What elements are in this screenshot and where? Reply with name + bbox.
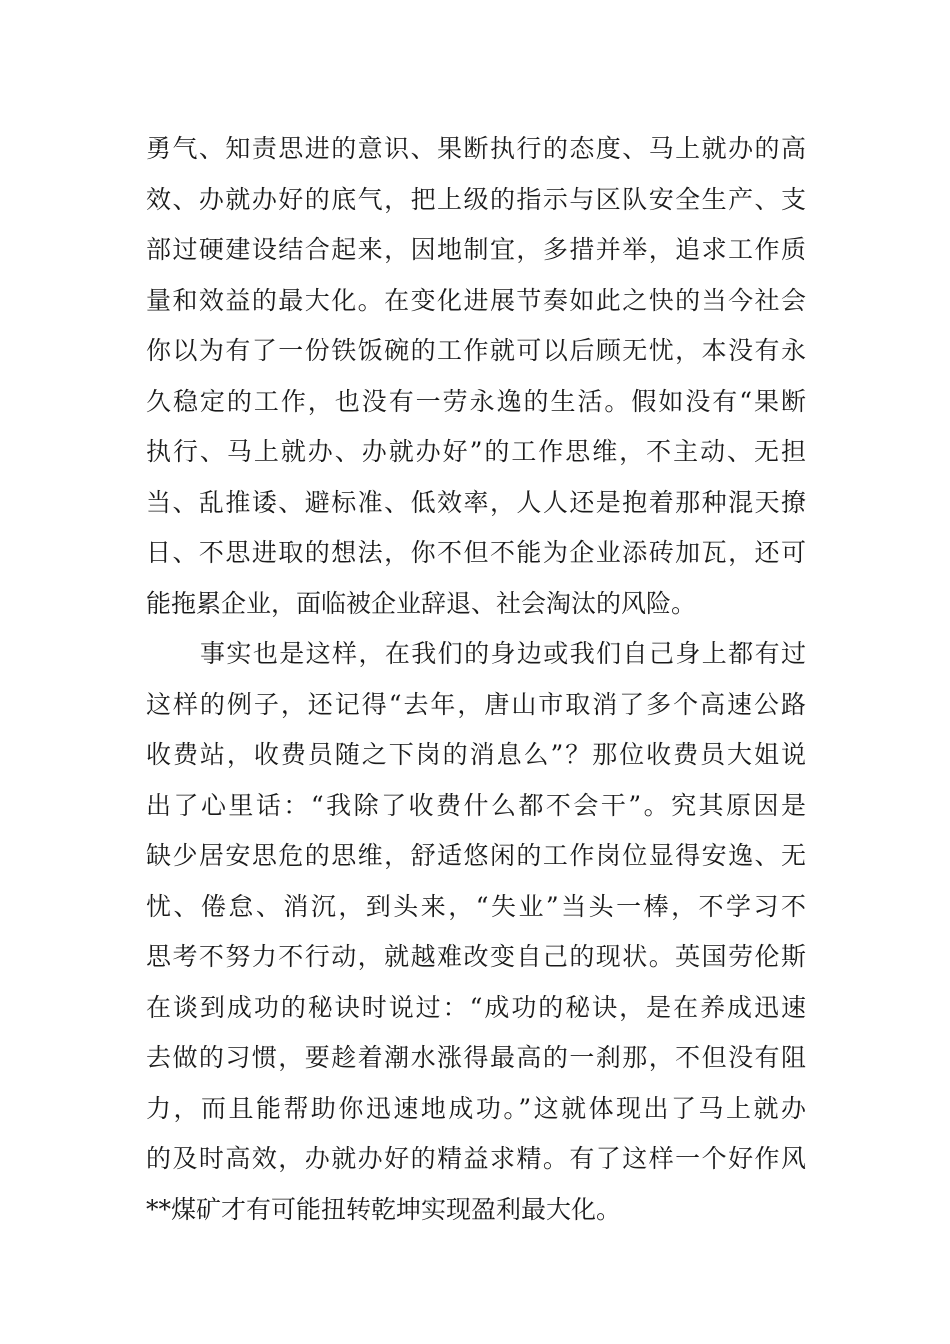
- text-line: 效、办就办好的底气，把上级的指示与区队安全生产、支: [146, 184, 806, 214]
- text-line: 思考不努力不行动，就越难改变自己的现状。英国劳伦斯: [146, 942, 806, 971]
- text-line: 你以为有了一份铁饭碗的工作就可以后顾无忧，本没有永: [146, 336, 806, 365]
- text-line: 力，而且能帮助你迅速地成功。”这就体现出了马上就办: [146, 1093, 806, 1123]
- text-line: 忧、倦怠、消沉，到头来，“失业”当头一棒，不学习不: [146, 891, 806, 921]
- text-line: 执行、马上就办、办就办好”的工作思维，不主动、无担: [146, 437, 806, 466]
- text-line: 部过硬建设结合起来，因地制宜，多措并举，追求工作质: [146, 235, 806, 264]
- text-line: 缺少居安思危的思维，舒适悠闲的工作岗位显得安逸、无: [146, 841, 806, 870]
- text-line: 在谈到成功的秘诀时说过：“成功的秘诀，是在养成迅速: [146, 992, 806, 1022]
- text-line: 日、不思进取的想法，你不但不能为企业添砖加瓦，还可: [146, 538, 806, 567]
- text-line: 事实也是这样，在我们的身边或我们自己身上都有过: [200, 639, 806, 668]
- text-line: 去做的习惯，要趁着潮水涨得最高的一刹那，不但没有阻: [146, 1043, 806, 1072]
- text-line: 勇气、知责思进的意识、果断执行的态度、马上就办的高: [146, 134, 806, 163]
- document-body: [146, 124, 806, 1235]
- text-line: 的及时高效，办就办好的精益求精。有了这样一个好作风: [146, 1144, 806, 1173]
- text-line: 当、乱推诿、避标准、低效率，人人还是抱着那种混天撩: [146, 487, 806, 517]
- text-line: 能拖累企业，面临被企业辞退、社会淘汰的风险。: [146, 588, 697, 618]
- text-line: 出了心里话：“我除了收费什么都不会干”。究其原因是: [146, 790, 806, 820]
- text-line: 量和效益的最大化。在变化进展节奏如此之快的当今社会: [146, 285, 806, 315]
- text-line: 收费站，收费员随之下岗的消息么”？那位收费员大姐说: [146, 740, 806, 769]
- paragraph-1: [146, 124, 806, 629]
- text-line: 这样的例子，还记得“去年，唐山市取消了多个高速公路: [146, 689, 806, 719]
- paragraph-2: [146, 629, 806, 1235]
- text-line: 久稳定的工作，也没有一劳永逸的生活。假如没有“果断: [146, 386, 806, 416]
- text-line: **煤矿才有可能扭转乾坤实现盈利最大化。: [146, 1194, 622, 1224]
